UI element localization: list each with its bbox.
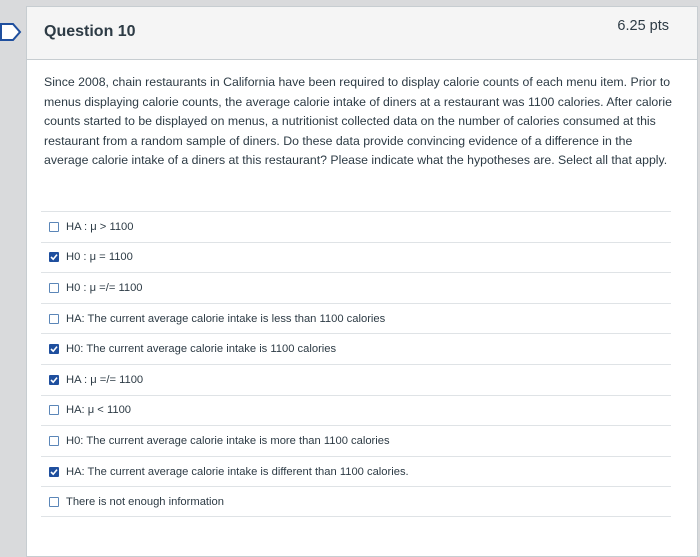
checkbox[interactable] [49, 497, 59, 507]
checkbox[interactable] [49, 467, 59, 477]
checkbox[interactable] [49, 283, 59, 293]
answer-label: H0: The current average calorie intake is more than 1100 calories [66, 434, 390, 447]
answer-label: HA: μ < 1100 [66, 404, 132, 417]
checkbox[interactable] [49, 436, 59, 446]
answer-option[interactable] [41, 303, 671, 334]
answer-label: HA : μ =/= 1100 [66, 373, 144, 386]
answer-option[interactable] [41, 364, 671, 395]
question-card [26, 6, 698, 557]
answer-option[interactable] [41, 486, 671, 517]
checkbox[interactable] [49, 375, 59, 385]
answer-label: HA: The current average calorie intake is less than 1100 calories [66, 312, 386, 325]
question-flag-icon[interactable] [0, 22, 22, 42]
answer-option[interactable] [41, 425, 671, 456]
checkbox[interactable] [49, 252, 59, 262]
answer-option[interactable] [41, 272, 671, 303]
answer-list [41, 211, 671, 517]
answer-label: There is not enough information [66, 495, 224, 508]
answer-label: HA: The current average calorie intake is different than 1100 calories. [66, 465, 409, 478]
answer-option[interactable] [41, 242, 671, 273]
checkbox[interactable] [49, 222, 59, 232]
answer-option[interactable] [41, 395, 671, 426]
answer-label: HA : μ > 1100 [66, 220, 134, 233]
checkbox[interactable] [49, 405, 59, 415]
question-header [27, 7, 697, 60]
answer-label: H0: The current average calorie intake is 1100 calories [66, 343, 337, 356]
checkbox[interactable] [49, 344, 59, 354]
question-title: Question 10 [44, 23, 136, 40]
answer-option[interactable] [41, 456, 671, 487]
answer-option[interactable] [41, 333, 671, 364]
question-text: Since 2008, chain restaurants in California have been required to display calorie counts of each menu item. Prior to menus displaying calorie counts, the average calorie intake of diners at a restaurant was 1100 calories. After calorie counts started to be displayed on menus, a nutritionist collected data on the number of calories consumed at this restaurant from a random sample of diners. Do these data provide convincing evidence of a difference in the average calorie intake of a diners at this restaurant? Please indicate what the hypotheses are. Select all that apply. [44, 75, 672, 168]
answer-label: H0 : μ = 1100 [66, 251, 133, 264]
checkbox[interactable] [49, 314, 59, 324]
question-points: 6.25 pts [617, 18, 669, 34]
answer-option[interactable] [41, 211, 671, 242]
answer-label: H0 : μ =/= 1100 [66, 281, 143, 294]
